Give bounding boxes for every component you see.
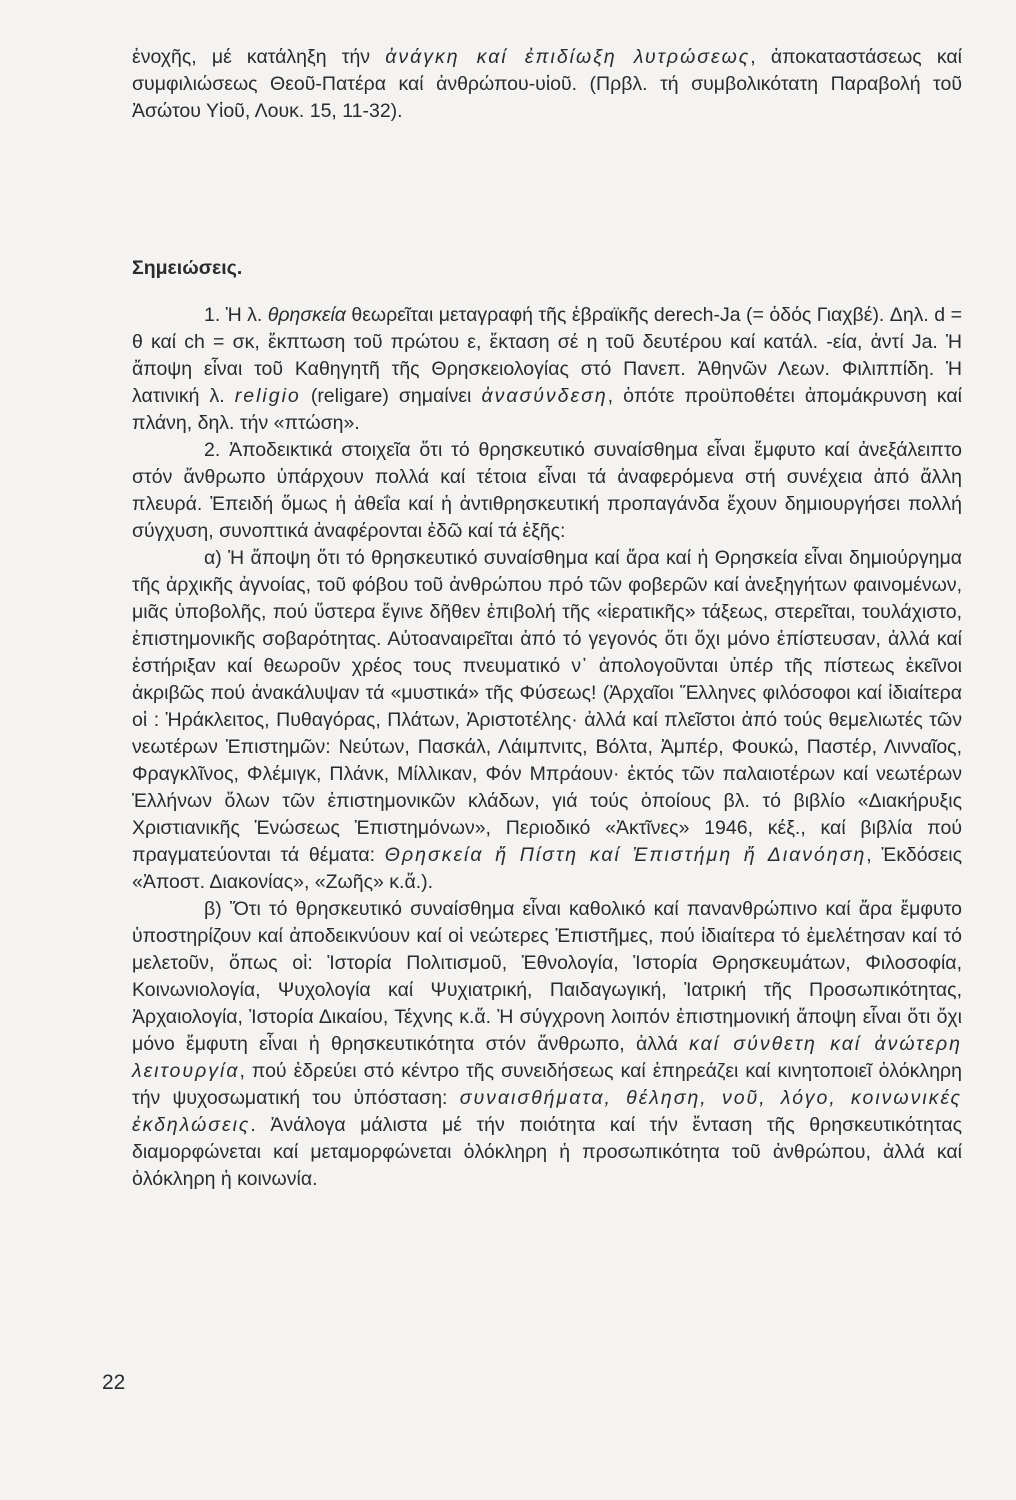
note-1 [132,302,962,437]
point-b-text-1: β) Ὅτι τό θρησκευτικό συναίσθημα εἶναι καθολικό καί πανανθρώπινο καί ἄρα ἔμφυτο ὑποστηρίζουν καί ἀποδεικνύουν καί οἱ νεώτερες Ἐπιστῆμες, πού ἰδιαίτερα τό ἐμελέτησαν καί τό μελετοῦν, ὅπως οἱ: Ἱστορία Πολιτισμοῦ, Ἐθνολογία, Ἱστορία Θρησκευμάτων, Φιλοσοφία, Κοινωνιολογία, Ψυχολογία καί Ψυχιατρική, Παιδαγωγική, Ἰατρική τῆς Προσωπικότητας, Ἀρχαιολογία, Ἱστορία Δικαίου, Τέχνης κ.ἄ. Ἡ σύγχρονη λοιπόν ἐπιστημονική ἄποψη εἶναι ὅτι ὄχι μόνο ἔμφυτη εἶναι ἡ θρησκευτικότητα στόν ἄνθρωπο, ἀλλά [132,898,962,1055]
point-b-text-2: , πού ἑδρεύει στό κέντρο τῆς συνειδήσεως καί ἐπηρεάζει καί κινητοποιεῖ ὁλόκληρη τήν ψυχοσωματική του ὑπόσταση: [132,1060,962,1109]
note-1-text-2: θεωρεῖται μεταγραφή τῆς ἑβραϊκῆς derech-Ja (= ὁδός Γιαχβέ). Δηλ. d = θ καί ch = σκ, ἔκπτωση τοῦ πρώτου ε, ἔκταση σέ η τοῦ δευτέρου καί κατάλ. -εία, ἀντί Ja. Ἡ ἄποψη εἶναι τοῦ Καθηγητῆ τῆς Θρησκειολογίας στό Πανεπ. Ἀθηνῶν Λεων. Φιλιππίδη. Ἡ λατινική λ. [132,304,962,407]
intro-text-2: , ἀποκαταστάσεως καί συμφιλιώσεως Θεοῦ-Πατέρα καί ἀνθρώπου-υἱοῦ. (Πρβλ. τή συμβολικότατη Παραβολή τοῦ Ἀσώτου Υἱοῦ, Λουκ. 15, 11-32). [132,46,962,122]
note-1-text-1: 1. Ἡ λ. [204,304,268,326]
point-b-text-3: . Ἀνάλογα μάλιστα μέ τήν ποιότητα καί τήν ἔνταση τῆς θρησκευτικότητας διαμορφώνεται καί μεταμορφώνεται ὁλόκληρη ἡ προσωπικότητα τοῦ ἀνθρώπου, ἀλλά καί ὁλόκληρη ἡ κοινωνία. [132,1114,962,1190]
point-a-book-title: Θρησκεία ἤ Πίστη καί Ἐπιστήμη ἤ Διανόηση [384,844,867,866]
note-1-text-3: (religare) σημαίνει [300,385,482,407]
note-1-latin-term: religio [234,385,301,407]
notes-section [132,302,962,1193]
note-1-emphasis: ἀνασύνδεση [481,385,608,407]
point-a-text-2: , Ἐκδόσεις «Ἀποστ. Διακονίας», «Ζωῆς» κ.ἄ.). [132,844,962,893]
intro-emphasis: ἀνάγκη καί ἐπιδίωξη λυτρώσεως [385,46,751,68]
note-2-point-a [132,545,962,896]
point-b-emphasis-2: συναισθήματα, θέληση, νοῦ, λόγο, κοινωνικές ἐκδηλώσεις [132,1087,962,1136]
intro-text-1: ἐνοχῆς, μέ κατάληξη τήν [132,46,386,68]
notes-heading: Σημειώσεις. [132,257,243,279]
point-a-text-1: α) Ἡ ἄποψη ὅτι τό θρησκευτικό συναίσθημα καί ἄρα καί ἡ Θρησκεία εἶναι δημιούργημα τῆς ἀρχικῆς ἀγνοίας, τοῦ φόβου τοῦ ἀνθρώπου πρό τῶν φοβερῶν καί ἀνεξηγήτων φαινομένων, μιᾶς ὑποβολῆς, πού ὕστερα ἔγινε δῆθεν ἐπιβολή τῆς «ἱερατικῆς» τάξεως, στερεῖται, τουλάχιστο, ἐπιστημονικῆς σοβαρότητας. Αὐτοαναιρεῖται ἀπό τό γεγονός ὅτι ὄχι μόνο ἐπίστευσαν, ἀλλά καί ἐστήριξαν καί θεωροῦν χρέος τους πνευματικό ν᾿ ἀπολογοῦνται ὑπέρ τῆς πίστεως ἐκεῖνοι ἀκριβῶς πού ἀνακάλυψαν τά «μυστικά» τῆς Φύσεως! (Ἀρχαῖοι Ἕλληνες φιλόσοφοι καί ἰδιαίτερα οἱ : Ἡράκλειτος, Πυθαγόρας, Πλάτων, Ἀριστοτέλης· ἀλλά καί πλεῖστοι ἀπό τούς θεμελιωτές τῶν νεωτέρων Ἐπιστημῶν: Νεύτων, Πασκάλ, Λάιμπνιτς, Βόλτα, Ἀμπέρ, Φουκώ, Παστέρ, Λινναῖος, Φραγκλῖνος, Φλέμιγκ, Πλάνκ, Μίλλικαν, Φόν Μπράουν· ἐκτός τῶν παλαιοτέρων καί νεωτέρων Ἑλλήνων ὅλων τῶν ἐπιστημονικῶν κλάδων, γιά τούς ὁποίους βλ. τό βιβλίο «Διακήρυξις Χριστιανικῆς Ἑνώσεως Ἐπιστημόνων», Περιοδικό «Ἀκτῖνες» 1946, κέξ., καί βιβλία πού πραγματεύονται τά θέματα: [132,547,962,866]
note-1-term: θρησκεία [267,304,346,326]
intro-paragraph [132,44,962,125]
page-number: 22 [102,1371,126,1394]
note-2: 2. Ἀποδεικτικά στοιχεῖα ὅτι τό θρησκευτικό συναίσθημα εἶναι ἔμφυτο καί ἀνεξάλειπτο στόν ἄνθρωπο ὑπάρχουν πολλά καί τέτοια εἶναι τά ἀναφερόμενα στή συνέχεια ἀπό ἄλλη πλευρά. Ἐπειδή ὅμως ἡ ἀθεΐα καί ἡ ἀντιθρησκευτική προπαγάνδα ἔχουν δημιουργήσει πολλή σύγχυση, συνοπτικά ἀναφέρονται ἐδῶ καί τά ἑξῆς: [132,439,962,542]
note-1-text-4: , ὁπότε προϋποθέτει ἀπομάκρυνση καί πλάνη, δηλ. τήν «πτώση». [132,385,962,434]
point-b-emphasis-1: καί σύνθετη καί ἀνώτερη λειτουργία [132,1033,962,1082]
note-2-point-b [132,896,962,1193]
